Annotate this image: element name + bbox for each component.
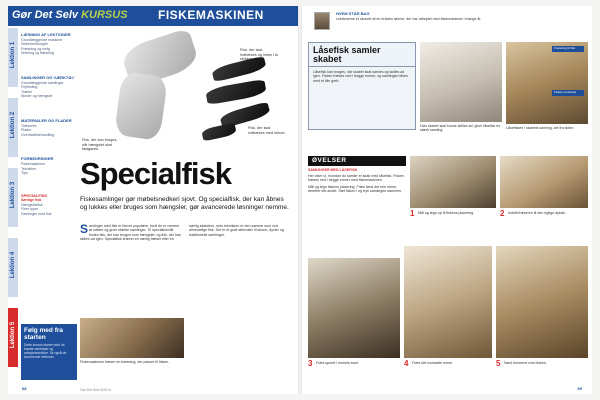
router-photo <box>80 318 184 358</box>
step-text: Saml emnerne med fisken. <box>504 361 547 365</box>
laasefisk-text: Låsefisk kan bruges, når skabet skal samles og skilles ad igen. Fisken fræses ned i begge emner, og samlingen låses med et lille greb. <box>313 70 408 83</box>
toc-item: Hængselsfisk <box>21 202 43 207</box>
section-title: FISKEMASKINEN <box>158 8 264 22</box>
step-number: 3 <box>308 359 313 368</box>
page-number: 69 <box>577 386 582 391</box>
body-text: amlinger med fisk er blevet populære, fordi de er nemme at udføre og giver stærke samlinger. Til specialformål findes fisk, der kan bruges som hængsler, og fisk, der kan skilles ad igen. Specialfisk kræver en særlig fræser eller en særlig skabelon, men teknikken er den samme som ved almindelige fisk. Det er et godt alternativ til skruer, dyvler og traditionelle samlinger. <box>80 224 284 242</box>
laasefisk-title: Låsefisk samler skabet <box>309 43 415 67</box>
photo-caption: Fiskemaskinen fræser en fræsning, der passer til fisken. <box>80 360 170 364</box>
toc-heading-current: SPECIALFISK <box>21 192 48 198</box>
step-number: 2 <box>500 209 505 218</box>
laasefisk-box <box>308 42 416 130</box>
toc-item: Træsorter <box>21 123 37 128</box>
toc-item: Fræsning og smig <box>21 46 50 51</box>
tools-photo <box>80 30 294 155</box>
follow-box-title: Følg med fra starten <box>24 327 64 341</box>
step-number: 5 <box>496 359 501 368</box>
header-bar <box>8 6 298 26</box>
page-title: Specialfisk <box>80 156 231 191</box>
toc-heading: MATERIALER OG FLADER <box>21 117 72 123</box>
photo-tag: Fisken monteres <box>552 90 584 96</box>
tab-lesson-5[interactable]: Lektion 5 <box>8 308 18 368</box>
step-2-photo <box>500 156 588 208</box>
tab-lesson-1[interactable]: Lektion 1 <box>8 28 18 88</box>
follow-box <box>21 324 77 380</box>
toc-item: Trælim <box>21 89 33 94</box>
exercises-paragraph: Mål og tegn fiskens placering. Fræs først det ene emne, derefter det andet. Sæt fisken i og tryk samlingen sammen. <box>308 184 403 194</box>
toc-item: Skruer og hængsler <box>21 94 53 99</box>
author-photo <box>314 12 330 30</box>
table-of-contents <box>21 30 77 217</box>
right-page <box>302 6 592 394</box>
page-number: 68 <box>22 386 27 391</box>
toc-item-current: Særlige fisk <box>21 198 42 203</box>
toc-item: Grundlæggende maskiner <box>21 37 63 42</box>
toc-item: Fiskemaskinen <box>21 161 45 166</box>
photo-tag: Fræsning til fisk <box>552 46 584 52</box>
lesson-tabs <box>8 28 18 383</box>
toc-item: Grundlæggende samlinger <box>21 80 64 85</box>
step-text: Fræs sporet i emnets kant. <box>316 361 359 365</box>
black-biscuit-2 <box>205 79 267 105</box>
tool-caption: Fisk, der skal indfræses med skruer. <box>248 126 286 135</box>
exercises-text <box>308 174 406 256</box>
toc-item: Overfladebehandling <box>21 132 55 137</box>
toc-item: Teknikker <box>21 166 37 171</box>
photo-caption: Hvis skabet skal kunne skilles ad, giver låsefisk en stærk samling. <box>420 124 501 133</box>
toc-item: Samlinger med fisk <box>21 212 52 217</box>
step-text: Indstil fræseren til den rigtige dybde. <box>508 211 566 215</box>
step-text: Mål og tegn op til fiskens placering. <box>418 211 475 215</box>
step-number: 1 <box>410 209 415 218</box>
toc-item: Tips <box>21 171 28 176</box>
toc-item: Snitning og fræsning <box>21 51 54 56</box>
step-1-photo <box>410 156 496 208</box>
lead-text: Fiskesamlinger gør møbelsnedkeri sjovt. Og specialfisk, der kan åbnes og lukkes eller bruges som hængsler, gør avancerede løsninger nemme. <box>80 196 289 211</box>
cabinet-photo <box>420 42 502 122</box>
photo-caption: Låsefisken i skabets samling, set fra siden. <box>506 126 575 130</box>
toc-item: Fejlfinding <box>21 85 38 90</box>
drop-cap: S <box>80 224 89 236</box>
tab-lesson-2[interactable]: Lektion 2 <box>8 98 18 158</box>
step-text: Fræs det modsatte emne. <box>412 361 454 365</box>
left-page <box>8 6 298 394</box>
byline-text: Lektionerne er skrevet af en erfaren tømrer, der har arbejdet med fiskemaskiner i mange år. <box>336 17 482 21</box>
step-4-photo <box>404 246 492 358</box>
step-3-photo <box>308 258 400 358</box>
toc-item: Sikkerhedsregler <box>21 42 48 47</box>
exercises-paragraph: Her viser vi, hvordan du samler et skab med låsefisk. Fisken fræses ned i begge emner med fiskemaskinen. <box>308 174 404 183</box>
tool-caption: Fisk, der skal indfræses og limes i to stykker. <box>240 48 278 61</box>
toc-heading: FORBEDRINGER <box>21 156 54 162</box>
toc-heading: SAMLINGER OG VÆRKTØJ <box>21 74 74 80</box>
byline-heading: HVEM STÅR BAG <box>336 11 370 16</box>
byline-area <box>306 8 586 38</box>
silver-plate-small <box>114 71 168 141</box>
toc-item: Plader <box>21 128 32 133</box>
black-biscuit-4 <box>201 123 237 142</box>
tool-caption: Fisk, der kan bruges, når hængslet skal fastgøres. <box>82 138 118 151</box>
tab-lesson-3[interactable]: Lektion 3 <box>8 168 18 228</box>
joint-photo <box>506 42 588 124</box>
page-footer: Gør Det Selv 5/2014 <box>80 388 111 392</box>
follow-box-text: Dette kursus starter med de basale værktøjer og arbejdsteknikker. Se også de kommende lektioner. <box>24 343 67 359</box>
tab-lesson-4[interactable]: Lektion 4 <box>8 238 18 298</box>
step-number: 4 <box>404 359 409 368</box>
step-5-photo <box>496 246 588 358</box>
exercises-bar: ØVELSER <box>308 156 406 166</box>
brand: Gør Det Selv KURSUS <box>12 9 128 21</box>
toc-heading: LÆSNING AF LEKTIONER <box>21 32 71 37</box>
body-columns <box>80 224 292 316</box>
toc-item: Flere typer <box>21 207 39 212</box>
exercises-subheading: SAMLINGER MED LÅSEFISK <box>308 168 358 172</box>
